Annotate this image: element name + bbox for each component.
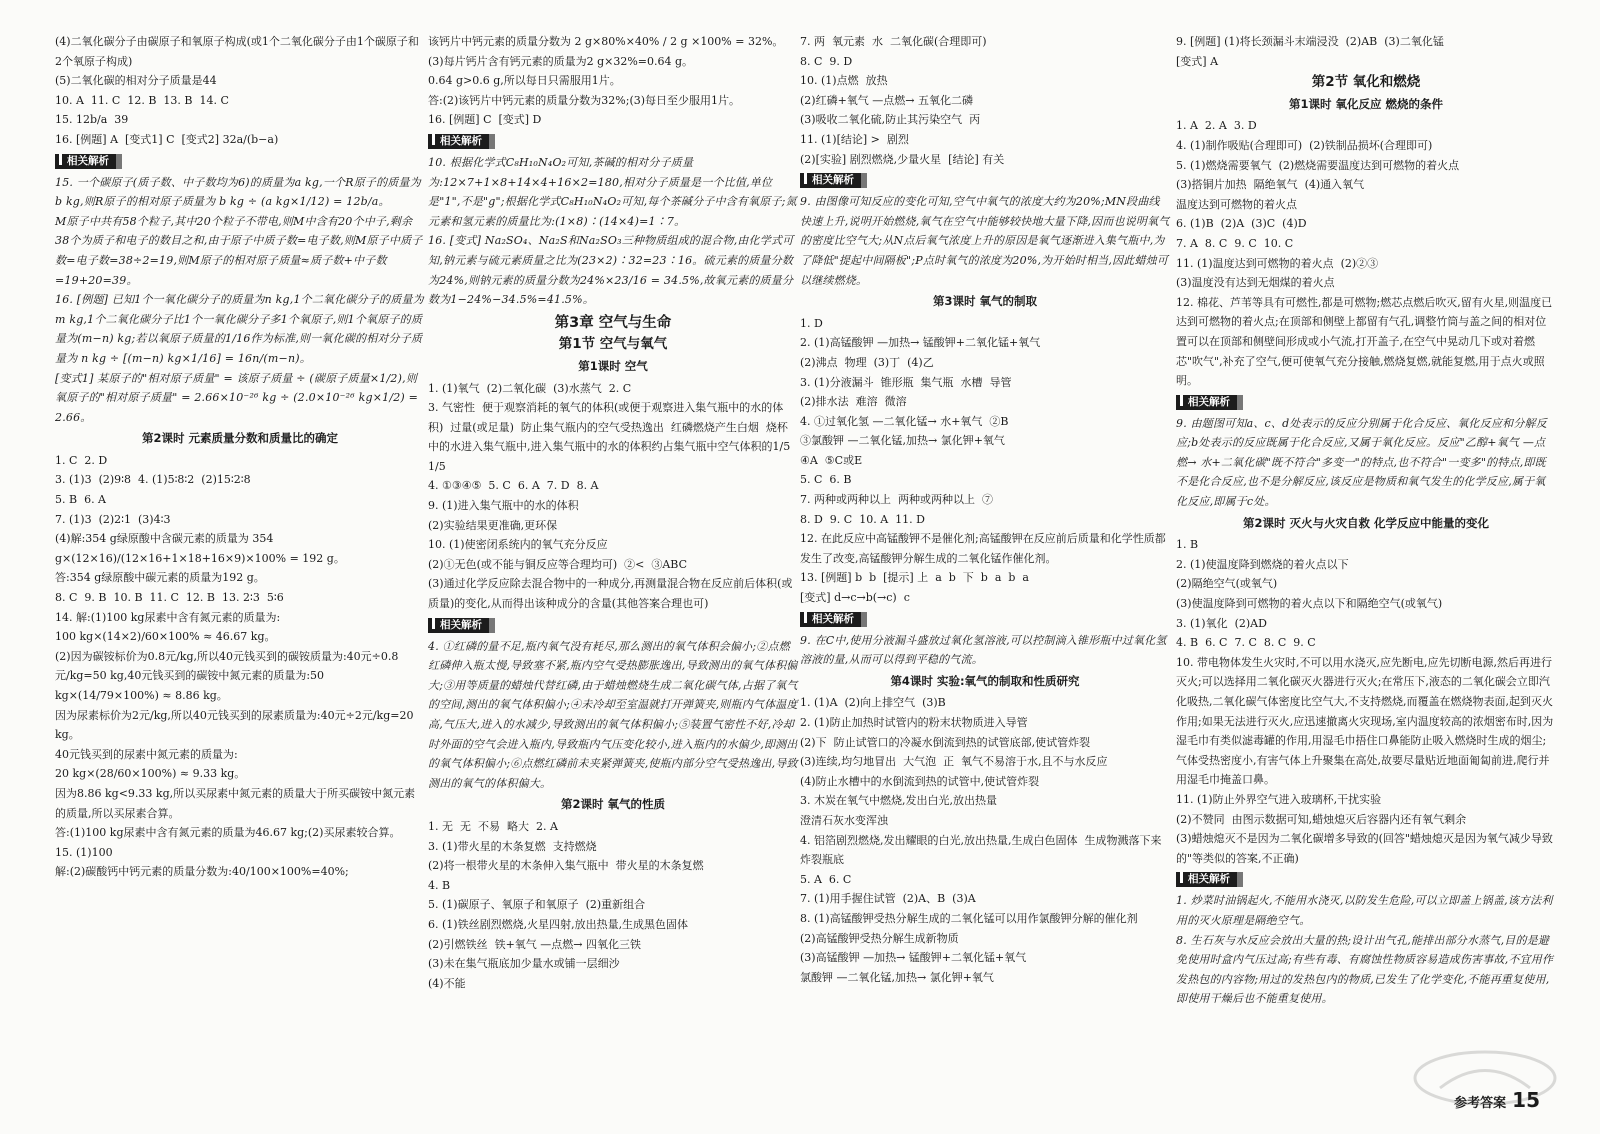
answer-line: 7. 两种或两种以上 两种或两种以上 ⑦ [800,493,993,507]
related-analysis-tag [55,150,425,173]
answer-line: (3)连续,均匀地冒出 大气泡 正 氧气不易溶于水,且不与水反应 [800,755,1108,769]
column-1 [55,32,425,882]
answer-line: 答:(2)该钙片中钙元素的质量分数为32%;(3)每日至少服用1片。 [428,93,741,107]
answer-line: 4. B [428,878,451,892]
answer-line: 2. (1)高锰酸钾 —加热→ 锰酸钾+二氧化锰+氧气 [800,336,1041,350]
answer-line: (2)[实验] 剧烈燃烧,少量火星 [结论] 有关 [800,152,1005,166]
answer-line: (2)不赞同 由图示数据可知,蜡烛熄灭后容器内还有氧气剩余 [1176,812,1467,826]
answer-line: 5. C 6. B [800,473,852,487]
answer-line: 答:354 g绿原酸中碳元素的质量为192 g。 [55,571,265,585]
page-footer [1454,1088,1540,1112]
answer-line: 11. (1)[结论] > 剧烈 [800,132,909,146]
answer-line: 2. (1)使温度降到燃烧的着火点以下 [1176,557,1349,571]
chapter-title: 第3章 空气与生命 [554,314,672,331]
answer-line: 解:(2)碳酸钙中钙元素的质量分数为:40/100×100%=40%; [55,865,349,879]
related-analysis-tag [800,608,1170,631]
answer-line: (2)排水法 难溶 微溶 [800,395,907,409]
answer-line: 3. 气密性 便于观察消耗的氧气的体积(或便于观察进入集气瓶中的水的体积) 过量(或足量) 防止集气瓶内的空气受热逸出 红磷燃烧产生白烟 烧杯中的水进入集气瓶中,进入集气瓶中的水的体积约占集气瓶中空气体积的1/5 1/5 [428,401,801,473]
related-analysis-tag [428,614,798,637]
related-analysis-tag [1176,391,1556,414]
answer-line: (2)实验结果更准确,更环保 [428,518,558,532]
answer-line: (2)下 防止试管口的冷凝水倒流到热的试管底部,使试管炸裂 [800,735,1091,749]
answer-line: 7. (1)用手握住试管 (2)A、B (3)A [800,892,976,906]
answer-line: 5. (1)碳原子、氧原子和氧原子 (2)重新组合 [428,898,646,912]
answer-line: (4)解:354 g绿原酸中含碳元素的质量为 354 g×(12×16)/(12×16+1×18+16×9)×100% = 192 g。 [55,532,345,565]
answer-line: 6. (1)B (2)A (3)C (4)D [1176,217,1307,231]
related-analysis-tag [428,130,798,153]
answer-line: 5. A 6. C [800,872,852,886]
answer-line: 1. 无 无 不易 略大 2. A [428,819,558,833]
lesson-title: 第4课时 实验:氧气的制取和性质研究 [890,673,1080,688]
answer-line: 40元钱买到的尿素中氮元素的质量为: [55,747,238,761]
answer-line: 3. (1)带火星的木条复燃 支持燃烧 [428,839,597,853]
page-number: 15 [1512,1088,1540,1112]
answer-line: (4)防止水槽中的水倒流到热的试管中,使试管炸裂 [800,774,1040,788]
lesson-title: 第2课时 元素质量分数和质量比的确定 [141,431,338,446]
answer-line: 4. 铝箔剧烈燃烧,发出耀眼的白光,放出热量,生成白色固体 生成物溅落下来炸裂瓶底 [800,833,1162,867]
answer-line: 澄清石灰水变浑浊 [800,813,888,827]
answer-line: 15. 12b/a 39 [55,113,129,127]
answer-line: (4)不能 [428,976,466,990]
answer-line: (3)吸收二氧化硫,防止其污染空气 丙 [800,113,981,127]
answer-line: 11. (1)温度达到可燃物的着火点 (2)②③ [1176,256,1379,270]
answer-line: 4. (1)制作吸贴(合理即可) (2)铁制品损坏(合理即可) [1176,138,1433,152]
tag-label: 相关解析 [812,612,854,625]
answer-line: (2)引燃铁丝 铁+氧气 —点燃→ 四氧化三铁 [428,937,642,951]
lesson-title: 第1课时 空气 [578,358,648,373]
answer-line: 5. (1)燃烧需要氧气 (2)燃烧需要温度达到可燃物的着火点 [1176,158,1460,172]
answer-line: 5. B 6. A [55,493,107,507]
answer-line: (3)温度没有达到无烟煤的着火点 [1176,276,1335,290]
answer-line: 16. [例题] A [变式1] C [变式2] 32a/(b−a) [55,132,279,146]
explanation-text: 1. 炒菜时油锅起火,不能用水浇灭,以防发生危险,可以立即盖上锅盖,该方法利用的灭火原理是隔绝空气。 [1176,894,1553,927]
answer-line: 9. (1)进入集气瓶中的水的体积 [428,499,579,513]
answer-line: 3. (1)分液漏斗 锥形瓶 集气瓶 水槽 导管 [800,375,1012,389]
answer-line: (2)①无色(或不能与铜反应等合理均可) ②< ③ABC [428,557,688,571]
answer-line: 7. A 8. C 9. C 10. C [1176,236,1294,250]
lesson-title: 第2课时 灭火与火灾自救 化学反应中能量的变化 [1242,515,1489,530]
answer-line: 100 kg×(14×2)/60×100% ≈ 46.67 kg。 [55,630,276,644]
answer-line: ③氯酸钾 —二氧化锰,加热→ 氯化钾+氧气 [800,434,1005,448]
lesson-title: 第2课时 氧气的性质 [560,797,665,812]
answer-line: 3. (1)氧化 (2)AD [1176,616,1267,630]
answer-line: 1. C 2. D [55,453,108,467]
answer-line: 7. 两 氧元素 水 二氧化碳(合理即可) [800,35,987,48]
answer-line: 因为尿素标价为2元/kg,所以40元钱买到的尿素质量为:40元÷2元/kg=20 kg。 [55,708,417,742]
answer-line: 6. (1)铁丝剧烈燃烧,火星四射,放出热量,生成黑色固体 [428,917,689,931]
answer-line: (4)二氧化碳分子由碳原子和氧原子构成(或1个二氧化碳分子由1个碳原子和2个氧原子构成) [55,35,419,68]
answer-line: (3)使温度降到可燃物的着火点以下和隔绝空气(或氧气) [1176,597,1443,611]
explanation-text: M原子中共有58个粒子,其中20个粒子不带电,则M中含有20个中子,剩余38个为质子和电子的数目之和,由于原子中质子数=电子数,则M原子中质子数=电子数=38÷2=19,则M原子的相对原子质量≈质子数+中子数=19+20=39。 [55,214,423,287]
answer-line: 因为8.86 kg<9.33 kg,所以买尿素中氮元素的质量大于所买碳铵中氮元素的质量,所以买尿素合算。 [55,786,416,820]
answer-line: 13. [例题] b b [提示] 上 a b 下 b a b a [800,571,1029,585]
answer-line: ④A ⑤C或E [800,453,863,467]
answer-line: 氯酸钾 —二氧化锰,加热→ 氯化钾+氧气 [800,970,994,984]
section-title: 第1节 空气与氧气 [558,336,668,353]
lesson-title: 第3课时 氧气的制取 [932,294,1037,309]
answer-line: 20 kg×(28/60×100%) ≈ 9.33 kg。 [55,767,246,781]
answer-line: 16. [例题] C [变式] D [428,113,542,127]
answer-line: (2)将一根带火星的木条伸入集气瓶中 带火星的木条复燃 [428,859,704,873]
footer-label: 参考答案 [1454,1096,1507,1111]
explanation-text: [变式1] 某原子的"相对原子质量" = 该原子质量 ÷ (碳原子质量×1/2),则氧原子的"相对原子质量" = 2.66×10⁻²⁶ kg ÷ (2.0×10⁻²⁶ kg×1/2) = 2.66。 [55,371,422,424]
answer-line: (2)沸点 物理 (3)丁 (4)乙 [800,355,934,369]
column-4 [1176,32,1556,1009]
answer-line: 4. ①过氧化氢 —二氧化锰→ 水+氧气 ②B [800,414,1009,428]
lesson-title: 第1课时 氧化反应 燃烧的条件 [1288,96,1443,111]
explanation-text: 16. [变式] Na₂SO₄、Na₂S和Na₂SO₃三种物质组成的混合物,由化学式可知,钠元素与硫元素质量之比为(23×2)∶32=23∶16。硫元素的质量分数为24%,则钠元素的质量分数为24%×23/16 = 34.5%,故氧元素的质量分数为1−24%−34.5%=41.5%。 [428,234,794,307]
answer-line: 4. ①③④⑤ 5. C 6. A 7. D 8. A [428,479,599,493]
explanation-text: 4. ①红磷的量不足,瓶内氧气没有耗尽,那么测出的氧气体积会偏小;②点燃红磷伸入瓶太慢,导致塞不紧,瓶内空气受热膨胀逸出,导致测出的氧气体积偏大;③用等质量的蜡烛代替红磷,由于蜡烛燃烧生成二氧化碳气体,占据了氧气的空间,测出的氧气体积偏小;④未冷却至室温就打开弹簧夹,则瓶内气体温度高,气压大,进入的水减少,导致测出的氧气体积偏小;⑤装置气密性不好,冷却时外面的空气会进入瓶内,导致瓶内气压变化较小,进入瓶内的水偏少,即测出的氧气体积偏小;⑥点燃红磷前未夹紧弹簧夹,使瓶内部分空气受热逸出,导致测出的氧气的体积偏大。 [428,639,798,790]
answer-line: 9. [例题] (1)将长颈漏斗末端浸没 (2)AB (3)二氧化锰 [1176,35,1444,48]
answer-line: 8. D 9. C 10. A 11. D [800,512,925,526]
answer-line: 4. B 6. C 7. C 8. C 9. C [1176,636,1316,650]
tag-label: 相关解析 [440,618,482,631]
answer-line: (2)红磷+氧气 —点燃→ 五氧化二磷 [800,93,974,107]
answer-line: 该钙片中钙元素的质量分数为 2 g×80%×40% / 2 g ×100% = 32%。 [428,35,784,48]
answer-line: 温度达到可燃物的着火点 [1176,197,1297,211]
answer-line: 8. C 9. D [800,54,853,68]
related-analysis-tag [800,169,1170,192]
answer-line: 2. (1)防止加热时试管内的粉末状物质进入导管 [800,716,1028,729]
answer-line: 10. (1)使密闭系统内的氧气充分反应 [428,538,608,552]
answer-line: (2)因为碳铵标价为0.8元/kg,所以40元钱买到的碳铵质量为:40元÷0.8元/kg=50 kg,40元钱买到的碳铵中氮元素的质量为:50 kg×(14/79×100%) ≈ 8.86 kg。 [55,649,399,702]
answer-line: (3)未在集气瓶底加少量水或铺一层细沙 [428,957,620,971]
tag-label: 相关解析 [812,174,854,187]
answer-line: 3. (1)3 (2)9∶8 4. (1)5∶8∶2 (2)15∶2∶8 [55,473,251,487]
answer-line: 10. (1)点燃 放热 [800,74,888,88]
explanation-text: 8. 生石灰与水反应会放出大量的热;设计出气孔,能排出部分水蒸气,目的是避免使用时盒内气压过高;有些有毒、有腐蚀性物质容易造成伤害事故,不宜用作发热包的内容物;用过的发热包内的物质,已发生了化学变化,不能再重复使用,即使用干燥后也不能重复使用。 [1176,933,1554,1006]
answer-line: 10. 带电物体发生火灾时,不可以用水浇灭,应先断电,应先切断电源,然后再进行灭火;可以选择用二氧化碳灭火器进行灭火;在常压下,液态的二氧化碳会立即汽化吸热,二氧化碳气体密度比空气大,不支持燃烧,而覆盖在燃烧物表面,起到灭火作用;如果无法进行灭火,应迅速撤离火灾现场,室内温度较高的浓烟密布时,因为湿毛巾有类似滤毒罐的作用,用湿毛巾捂住口鼻能防止吸入燃烧时生成的烟尘;气体受热密度小,有害气体上升聚集在高处,故要尽量贴近地面匍匐前进,爬行并用湿毛巾掩盖口鼻。 [1176,655,1554,787]
tag-label: 相关解析 [67,154,109,167]
answer-line: (3)每片钙片含有钙元素的质量为2 g×32%=0.64 g。 [428,54,694,68]
tag-label: 相关解析 [440,134,482,147]
answer-line: (3)高锰酸钾 —加热→ 锰酸钾+二氧化锰+氧气 [800,951,1027,965]
answer-line: (3)搭铜片加热 隔绝氧气 (4)通入氧气 [1176,178,1365,192]
explanation-text: 15. 一个碳原子(质子数、中子数均为6)的质量为a kg,一个R原子的质量为b kg,则R原子的相对原子质量为 b kg ÷ (a kg×1/12) = 12b/a。 [55,175,421,209]
explanation-text: 16. [例题] 已知1个一氧化碳分子的质量为n kg,1个二氧化碳分子的质量为m kg,1个二氧化碳分子比1个一氧化碳分子多1个氧原子,则1个氧原子的质量为(m−n) kg;若以氧原子质量的1/16作为标准,则一氧化碳的相对分子质量为 n kg ÷ [(m−n) kg×1/16] = 16n/(m−n)。 [55,293,424,365]
tag-label: 相关解析 [1188,873,1230,886]
answer-line: (2)隔绝空气(或氧气) [1176,577,1278,591]
answer-line: (3)蜡烛熄灭不是因为二氧化碳增多导致的(回答"蜡烛熄灭是因为氧气减少导致的"等类似的答案,不正确) [1176,832,1553,865]
explanation-text: 10. 根据化学式C₈H₁₀N₄O₂可知,茶碱的相对分子质量为:12×7+1×8+14×4+16×2=180,相对分子质量是一个比值,单位是"1",不是"g";根据化学式C₈H₁₀N₄O₂可知,每个茶碱分子中含有氧原子;氮元素和氢元素的质量比为:(1×8)∶(14×4)=1∶7。 [428,155,797,228]
answer-line: 12. 在此反应中高锰酸钾不是催化剂;高锰酸钾在反应前后质量和化学性质都发生了改变,高锰酸钾分解生成的二氧化锰作催化剂。 [800,532,1166,565]
answer-line: 8. C 9. B 10. B 11. C 12. B 13. 2∶3 5∶6 [55,591,284,605]
answer-line: 1. (1)氧气 (2)二氧化碳 (3)水蒸气 2. C [428,381,632,395]
column-3 [800,32,1170,987]
answer-line: 14. 解:(1)100 kg尿素中含有氮元素的质量为: [55,610,281,624]
answer-line: 11. (1)防止外界空气进入玻璃杯,干扰实验 [1176,792,1382,806]
answer-line: 答:(1)100 kg尿素中含有氮元素的质量为46.67 kg;(2)买尿素较合算。 [55,826,401,840]
answer-line: 1. A 2. A 3. D [1176,119,1257,133]
section-title: 第2节 氧化和燃烧 [1311,74,1421,91]
answer-line: 7. (1)3 (2)2∶1 (3)4∶3 [55,512,171,526]
answer-line: [变式] A [1176,54,1219,68]
answer-line: 10. A 11. C 12. B 13. B 14. C [55,93,229,107]
answer-line: 12. 棉花、芦苇等具有可燃性,都是可燃物;燃芯点燃后吹灭,留有火星,则温度已达到可燃物的着火点;在顶部和侧壁上都留有气孔,调整竹筒与盖之间的相对位置可以在顶部和侧壁间形成或小气流,打开盖子,在空气中晃动几下或对着燃芯"吹气",补充了空气,便可使氧气充分接触,燃烧复燃,就能复燃,用于点火或照明。 [1176,295,1553,388]
explanation-text: 9. 由题图可知a、c、d处表示的反应分别属于化合反应、氧化反应和分解反应;b处表示的反应既属于化合反应,又属于氧化反应。反应"乙醇+氧气 —点燃→ 水+二氧化碳"既不符合"多变一"的特点,也不符合"一变多"的特点,即既不是化合反应,也不是分解反应,该反应是物质和氧气发生的化学反应,属于氧化反应,即属于c处。 [1176,416,1547,509]
answer-line: 15. (1)100 [55,845,113,859]
column-2 [428,32,801,993]
answer-line: 3. 木炭在氧气中燃烧,发出白光,放出热量 [800,794,997,808]
answer-line: 1. B [1176,538,1199,552]
explanation-text: 9. 在C中,使用分液漏斗盛放过氧化氢溶液,可以控制滴入锥形瓶中过氧化氢溶液的量,从而可以得到平稳的气流。 [800,633,1167,667]
answer-line: 1. (1)A (2)向上排空气 (3)B [800,696,946,710]
related-analysis-tag [1176,868,1556,891]
answer-line: 0.64 g>0.6 g,所以每日只需服用1片。 [428,74,621,88]
answer-line: (5)二氧化碳的相对分子质量是44 [55,74,217,88]
answer-line: 8. (1)高锰酸钾受热分解生成的二氧化锰可以用作氯酸钾分解的催化剂 [800,911,1138,925]
explanation-text: 9. 由图像可知反应的变化可知,空气中氧气的浓度大约为20%;MN段曲线快速上升,说明开始燃烧,氧气在空气中能够较快地大量下降,因而也说明氧气的密度比空气大;从N点后氧气浓度上升的原因是氧气逐渐进入集气瓶中,为了降低"提起中间隔板";P点时氧气的浓度为20%,为开始时相当,因此蜡烛可以继续燃烧。 [800,195,1170,287]
answer-line: [变式] d→c→b(→c) c [800,591,910,605]
answer-line: (2)高锰酸钾受热分解生成新物质 [800,931,959,945]
answer-line: (3)通过化学反应除去混合物中的一种成分,再测量混合物在反应前后体积(或质量)的变化,从而得出该种成分的含量(其他答案合理也可) [428,577,793,611]
tag-label: 相关解析 [1188,395,1230,408]
answer-line: 1. D [800,316,823,330]
